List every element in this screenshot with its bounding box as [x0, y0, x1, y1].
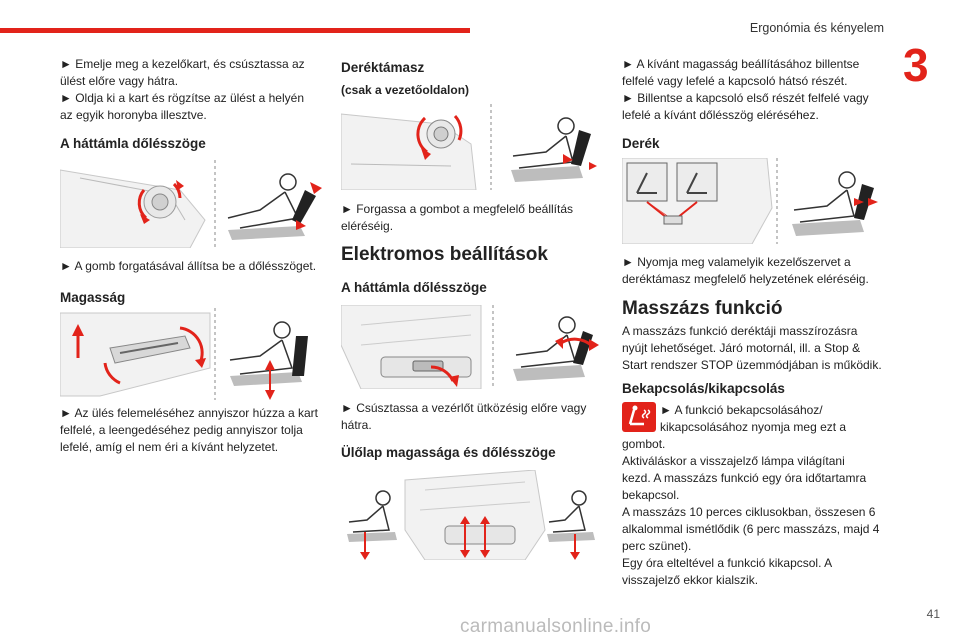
height-text: ► Az ülés felemeléséhez annyiszor húzza a kart felfelé, a leengedéséhez pedig annyiszor tolja lefelé, amíg el nem éri a kívánt helyzetet. [60, 406, 319, 454]
backrest-angle-heading: A háttámla dőlésszöge [60, 136, 206, 151]
watermark: carmanualsonline.info [460, 616, 652, 637]
massage-button-icon [622, 402, 656, 432]
massage-text: A masszázs funkció deréktáji masszírozásra nyújt lehetőséget. Járó motornál, ill. a Stop & Start rendszer STOP üzemmódjában is működik. [622, 324, 882, 372]
chapter-number: 3 [903, 39, 929, 91]
lumbar-text: ► Forgassa a gombot a megfelelő beállítás eléréséig. [341, 202, 574, 233]
lumbar-knob-illustration [341, 104, 603, 190]
header-title: Ergonómia és kényelem [749, 21, 884, 35]
height-lever-illustration [60, 308, 325, 400]
electric-backrest-text: ► Csúsztassa a vezérlőt ütközésig előre vagy hátra. [341, 401, 587, 432]
massage-heading: Masszázs funkció [622, 298, 783, 319]
column-1 [60, 56, 325, 124]
backrest-angle-text: ► A gomb forgatásával állítsa be a dőlésszöget. [60, 259, 317, 273]
intro-text: ► Emelje meg a kezelőkart, és csúsztassa az ülést előre vagy hátra. ► Oldja ki a kart és rögzítse az ülést a helyén az egyik horonyba illesztve. [60, 57, 305, 122]
electric-settings-heading: Elektromos beállítások [341, 244, 548, 265]
height-heading: Magasság [60, 290, 126, 305]
onoff-heading: Bekapcsolás/kikapcsolás [622, 381, 785, 396]
waist-illustration [622, 158, 887, 244]
lumbar-heading: Deréktámasz [341, 60, 425, 75]
onoff-text-a: ► A funkció bekapcsolásához/ kikapcsolásához nyomja meg ezt a [660, 403, 847, 434]
page-number: 41 [926, 607, 940, 621]
cushion-text: ► A kívánt magasság beállításához billentse felfelé vagy lefelé a kapcsoló hátsó részét. ► Billentse a kapcsoló első részét felfelé vagy lefelé a kívánt dőlésszög eléréséhez. [622, 57, 869, 122]
onoff-text-b: gombot. Aktiváláskor a visszajelző lámpa világítani kezd. A masszázs funkció egy óra időtartamra bekapcsol. A masszázs 10 perces ciklusokban, összesen 6 alkalommal ismétlődik (6 perc masszázs, majd 4 perc szünet). Egy óra elteltével a funkció kikapcsol. A visszajelző ekkor kialszik. [622, 437, 880, 587]
cushion-heading: Ülőlap magassága és dőlésszöge [341, 445, 556, 460]
backrest-knob-illustration [60, 160, 325, 248]
waist-text: ► Nyomja meg valamelyik kezelőszervet a deréktámasz megfelelő helyzetének eléréséig. [622, 255, 869, 286]
cushion-illustration [345, 470, 607, 560]
header-accent-bar [0, 28, 470, 33]
electric-backrest-heading: A háttámla dőlésszöge [341, 280, 487, 295]
lumbar-subheading: (csak a vezetőoldalon) [341, 83, 470, 97]
electric-backrest-illustration [341, 305, 603, 389]
waist-heading: Derék [622, 136, 660, 151]
